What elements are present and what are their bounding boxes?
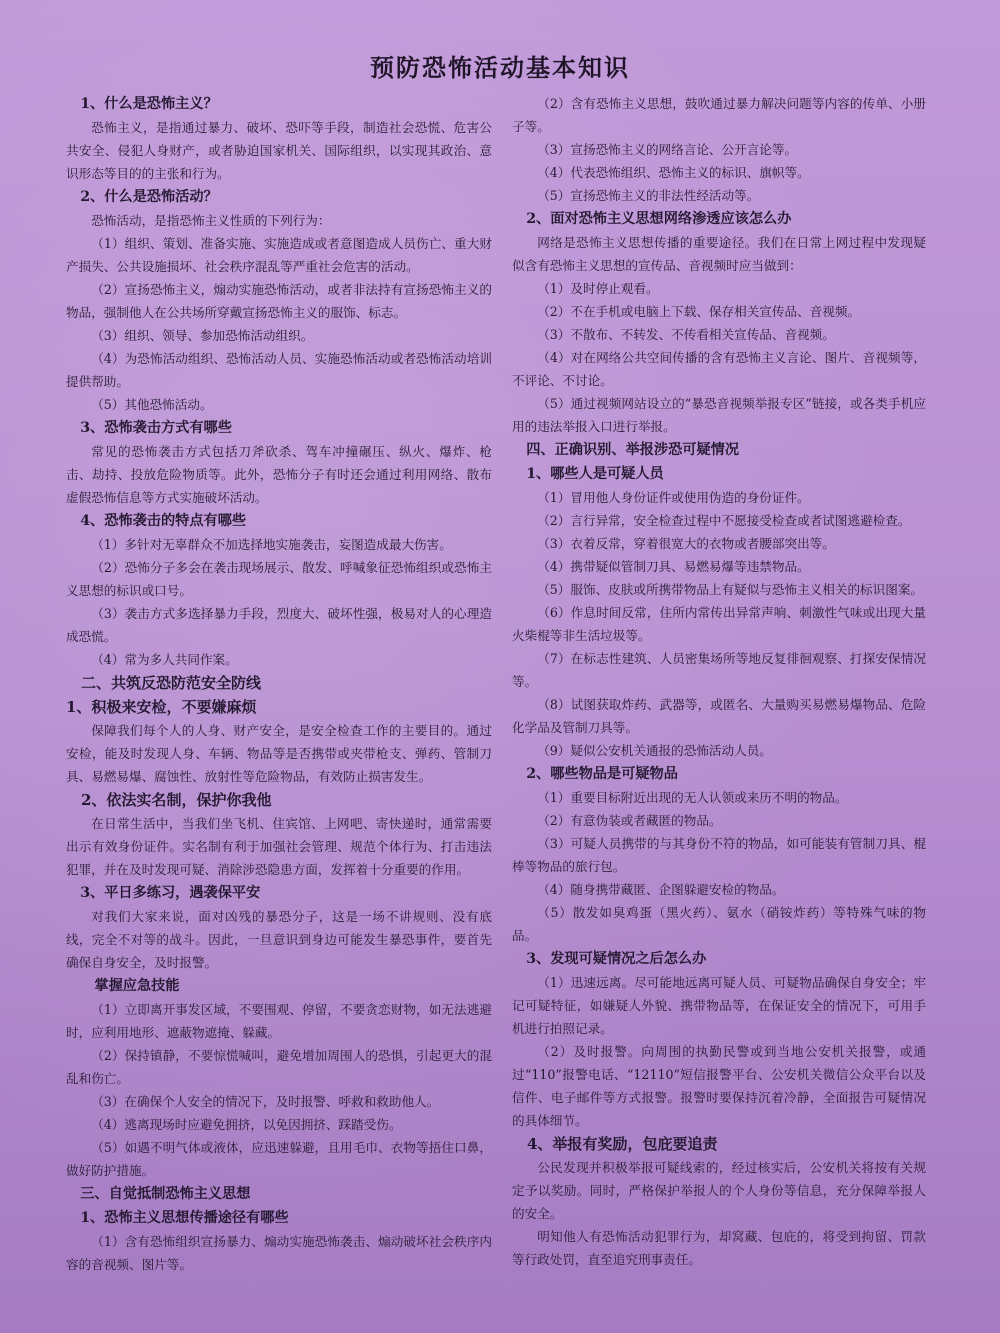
right-heading: 2、面对恐怖主义思想网络渗透应该怎么办 — [526, 211, 792, 227]
right-paragraph: （2）有意伪装或者藏匿的物品。 — [537, 813, 722, 828]
right-paragraph: （1）冒用他人身份证件或使用伪造的身份证件。 — [537, 490, 810, 505]
right-paragraph: （5）散发如臭鸡蛋（黑火药）、氨水（硝铵炸药）等特殊气味的物品。 — [512, 905, 926, 943]
right-paragraph: 公民发现并积极举报可疑线索的，经过核实后，公安机关将按有关规定予以奖励。同时，严格保护举报人的个人身份等信息，充分保障举报人的安全。 — [512, 1160, 926, 1221]
right-paragraph: （3）可疑人员携带的与其身份不符的物品，如可能装有管制刀具、棍棒等物品的旅行包。 — [512, 836, 926, 874]
left-paragraph: （5）其他恐怖活动。 — [91, 397, 213, 412]
right-paragraph: 网络是恐怖主义思想传播的重要途径。我们在日常上网过程中发现疑似含有恐怖主义思想的宣传品、音视频时应当做到： — [512, 235, 926, 273]
right-paragraph: （2）含有恐怖主义思想，鼓吹通过暴力解决问题等内容的传单、小册子等。 — [512, 96, 926, 134]
left-paragraph: 常见的恐怖袭击方式包括刀斧砍杀、驾车冲撞碾压、纵火、爆炸、枪击、劫持、投放危险物质等。此外，恐怖分子有时还会通过利用网络、散布虚假恐怖信息等方式实施破坏活动。 — [66, 444, 492, 505]
left-paragraph: （1）组织、策划、准备实施、实施造成或者意图造成人员伤亡、重大财产损失、公共设施损坏、社会秩序混乱等严重社会危害的活动。 — [66, 236, 492, 274]
right-heading: 1、哪些人是可疑人员 — [526, 466, 664, 482]
right-paragraph: （8）试图获取炸药、武器等，或匿名、大量购买易燃易爆物品、危险化学品及管制刀具等。 — [512, 697, 926, 735]
left-heading: 1、积极来安检，不要嫌麻烦 — [66, 698, 257, 716]
right-paragraph: （1）重要目标附近出现的无人认领或来历不明的物品。 — [537, 790, 848, 805]
left-heading: 1、恐怖主义思想传播途径有哪些 — [80, 1210, 289, 1226]
right-paragraph: （3）宣扬恐怖主义的网络言论、公开言论等。 — [537, 142, 798, 157]
left-heading: 2、依法实名制，保护你我他 — [81, 791, 272, 809]
right-paragraph: （6）作息时间反常，住所内常传出异常声响、刺激性气味或出现大量火柴棍等非生活垃圾等。 — [512, 605, 926, 643]
right-paragraph: （5）服饰、皮肤或所携带物品上有疑似与恐怖主义相关的标识图案。 — [537, 582, 924, 597]
right-paragraph: 明知他人有恐怖活动犯罪行为，却窝藏、包庇的，将受到拘留、罚款等行政处罚，直至追究刑事责任。 — [512, 1229, 926, 1267]
left-paragraph: 恐怖活动，是指恐怖主义性质的下列行为： — [91, 213, 331, 228]
left-heading: 3、平日多练习，遇袭保平安 — [80, 885, 261, 901]
right-paragraph: （4）携带疑似管制刀具、易燃易爆等违禁物品。 — [537, 559, 810, 574]
right-paragraph: （3）衣着反常，穿着很宽大的衣物或者腰部突出等。 — [537, 536, 835, 551]
left-paragraph: （5）如遇不明气体或液体，应迅速躲避，且用毛巾、衣物等捂住口鼻，做好防护措施。 — [66, 1140, 492, 1178]
left-paragraph: 恐怖主义，是指通过暴力、破坏、恐吓等手段，制造社会恐慌、危害公共安全、侵犯人身财产，或者胁迫国家机关、国际组织，以实现其政治、意识形态等目的的主张和行为。 — [66, 120, 492, 181]
left-heading: 掌握应急技能 — [94, 978, 180, 994]
left-paragraph: 在日常生活中，当我们坐飞机、住宾馆、上网吧、寄快递时，通常需要出示有效身份证件。实名制有利于加强社会管理、规范个体行为、打击违法犯罪，并在及时发现可疑、消除涉恐隐患方面，发挥着十分重要的作用。 — [66, 816, 492, 877]
page-title: 预防恐怖活动基本知识 — [370, 53, 630, 82]
left-heading: 3、恐怖袭击方式有哪些 — [80, 420, 232, 436]
right-paragraph: （1）迅速远离。尽可能地远离可疑人员、可疑物品确保自身安全；牢记可疑特征，如嫌疑人外貌、携带物品等，在保证安全的情况下，可用手机进行拍照记录。 — [512, 975, 926, 1036]
left-paragraph: （2）宣扬恐怖主义，煽动实施恐怖活动，或者非法持有宣扬恐怖主义的物品，强制他人在公共场所穿戴宣扬恐怖主义的服饰、标志。 — [66, 282, 492, 320]
right-heading: 四、正确识别、举报涉恐可疑情况 — [526, 442, 740, 458]
left-paragraph: （1）立即离开事发区域，不要围观、停留，不要贪恋财物，如无法逃避时，应利用地形、遮蔽物遮掩、躲藏。 — [66, 1002, 492, 1040]
right-paragraph: （7）在标志性建筑、人员密集场所等地反复徘徊观察、打探安保情况等。 — [512, 651, 926, 689]
left-paragraph: （2）恐怖分子多会在袭击现场展示、散发、呼喊象征恐怖组织或恐怖主义思想的标识或口号。 — [66, 560, 492, 598]
right-paragraph: （1）及时停止观看。 — [537, 281, 659, 296]
left-paragraph: （3）组织、领导、参加恐怖活动组织。 — [91, 328, 314, 343]
left-paragraph: 保障我们每个人的人身、财产安全，是安全检查工作的主要目的。通过安检，能及时发现人身、车辆、物品等是否携带或夹带枪支、弹药、管制刀具、易燃易爆、腐蚀性、放射性等危险物品，有效防止损害发生。 — [66, 723, 492, 784]
left-heading: 4、恐怖袭击的特点有哪些 — [80, 513, 247, 529]
right-paragraph: （2）言行异常，安全检查过程中不愿接受检查或者试图逃避检查。 — [537, 513, 911, 528]
left-paragraph: （1）含有恐怖组织宣扬暴力、煽动实施恐怖袭击、煽动破坏社会秩序内容的音视频、图片等。 — [66, 1234, 492, 1272]
right-column — [512, 92, 926, 1317]
right-paragraph: （4）随身携带藏匿、企图躲避安检的物品。 — [537, 882, 785, 897]
left-heading: 二、共筑反恐防范安全防线 — [81, 674, 262, 692]
right-paragraph: （4）对在网络公共空间传播的含有恐怖主义言论、图片、音视频等，不评论、不讨论。 — [512, 350, 926, 388]
right-heading: 2、哪些物品是可疑物品 — [526, 766, 678, 782]
left-paragraph: （4）常为多人共同作案。 — [91, 652, 238, 667]
left-heading: 1、什么是恐怖主义？ — [80, 96, 218, 112]
left-paragraph: （3）袭击方式多选择暴力手段，烈度大、破坏性强，极易对人的心理造成恐慌。 — [66, 606, 492, 644]
right-paragraph: （4）代表恐怖组织、恐怖主义的标识、旗帜等。 — [537, 165, 810, 180]
right-paragraph: （3）不散布、不转发、不传看相关宣传品、音视频。 — [537, 327, 835, 342]
left-column — [66, 92, 492, 1317]
left-paragraph: （4）逃离现场时应避免拥挤，以免因拥挤、踩踏受伤。 — [91, 1117, 402, 1132]
right-paragraph: （2）及时报警。向周围的执勤民警或到当地公安机关报警，或通过“110”报警电话、“12110”短信报警平台、公安机关微信公众平台以及信件、电子邮件等方式报警。报警时要保持沉着冷静，全面报告可疑情况的具体细节。 — [512, 1044, 926, 1128]
right-heading: 3、发现可疑情况之后怎么办 — [526, 951, 707, 967]
left-heading: 2、什么是恐怖活动？ — [80, 189, 218, 205]
right-paragraph: （2）不在手机或电脑上下载、保存相关宣传品、音视频。 — [537, 304, 861, 319]
left-paragraph: （4）为恐怖活动组织、恐怖活动人员、实施恐怖活动或者恐怖活动培训提供帮助。 — [66, 351, 492, 389]
left-paragraph: （3）在确保个人安全的情况下，及时报警、呼救和救助他人。 — [91, 1094, 440, 1109]
right-paragraph: （9）疑似公安机关通报的恐怖活动人员。 — [537, 743, 772, 758]
left-paragraph: 对我们大家来说，面对凶残的暴恐分子，这是一场不讲规则、没有底线，完全不对等的战斗。因此，一旦意识到身边可能发生暴恐事件，要首先确保自身安全，及时报警。 — [66, 909, 492, 970]
left-paragraph: （1）多针对无辜群众不加选择地实施袭击，妄图造成最大伤害。 — [91, 537, 452, 552]
right-paragraph: （5）宣扬恐怖主义的非法性经活动等。 — [537, 188, 760, 203]
right-paragraph: （5）通过视频网站设立的“暴恐音视频举报专区”链接，或各类手机应用的违法举报入口进行举报。 — [512, 396, 926, 434]
left-paragraph: （2）保持镇静，不要惊慌喊叫，避免增加周围人的恐惧，引起更大的混乱和伤亡。 — [66, 1048, 492, 1086]
left-heading: 三、自觉抵制恐怖主义思想 — [80, 1186, 251, 1202]
right-heading: 4、举报有奖励，包庇要追责 — [527, 1135, 718, 1153]
